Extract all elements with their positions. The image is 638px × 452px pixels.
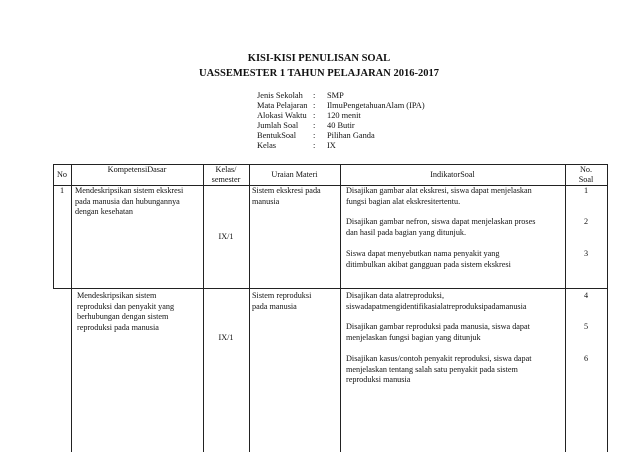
row2-indikator-line: Disajikan gambar reproduksi pada manusia, siswa dapat	[346, 322, 530, 331]
info-key: Alokasi Waktu	[257, 111, 307, 120]
header-uraian-materi: Uraian Materi	[271, 170, 318, 179]
row2-kelas: IX/1	[218, 333, 234, 342]
row1-materi-line: Sistem ekskresi pada	[252, 186, 321, 195]
row1-kompetensi-line: pada manusia dan hubungannya	[75, 196, 180, 206]
row1-soal-number: 2	[583, 217, 589, 226]
header-kompetensi-dasar: KompetensiDasar	[107, 165, 167, 174]
header-kelas-line1: Kelas/	[215, 165, 237, 174]
info-value: 120 menit	[327, 111, 361, 120]
row1-kompetensi-line: Mendeskripsikan sistem ekskresi	[75, 186, 184, 195]
row1-kelas: IX/1	[218, 232, 234, 241]
column-divider	[71, 164, 72, 452]
row1-indikator-line: Disajikan gambar nefron, siswa dapat menjelaskan proses	[346, 217, 536, 226]
row1-indikator-line: Siswa dapat menyebutkan nama penyakit yang	[346, 249, 500, 258]
column-divider	[249, 164, 250, 452]
row1-no: 1	[59, 186, 65, 195]
header-no-soal-line1: No.	[579, 165, 593, 174]
row2-kompetensi-line: berhubungan dengan sistem	[77, 312, 169, 322]
row2-kompetensi-line: Mendeskripsikan sistem	[77, 291, 157, 300]
column-divider	[203, 164, 204, 452]
info-separator: :	[313, 91, 316, 100]
info-separator: :	[313, 141, 316, 150]
column-divider	[340, 164, 341, 452]
info-value: 40 Butir	[327, 121, 355, 130]
table-border-left	[53, 164, 54, 288]
info-separator: :	[313, 121, 316, 130]
info-separator: :	[313, 101, 316, 110]
row1-kompetensi-line: dengan kesehatan	[75, 207, 133, 217]
row2-materi-line: Sistem reproduksi	[252, 291, 312, 300]
info-key: Mata Pelajaran	[257, 101, 308, 110]
header-indikator-soal: IndikatorSoal	[430, 170, 475, 179]
row2-indikator-line: menjelaskan fungsi bagian yang ditunjuk	[346, 332, 481, 342]
info-key: Kelas	[257, 141, 277, 150]
row1-soal-number: 3	[583, 249, 589, 258]
row2-soal-number: 4	[583, 291, 589, 300]
row2-soal-number: 6	[583, 354, 589, 363]
row2-indikator-line: reproduksi manusia	[346, 375, 411, 385]
row2-kompetensi-line: reproduksi dan penyakit yang	[77, 301, 175, 311]
info-value: IX	[327, 141, 336, 150]
row1-indikator-line: fungsi bagian alat ekskresitertentu.	[346, 196, 461, 206]
info-separator: :	[313, 131, 316, 140]
info-value: IlmuPengetahuanAlam (IPA)	[327, 101, 425, 110]
document-title: KISI-KISI PENULISAN SOAL	[247, 53, 391, 64]
row2-indikator-line: Disajikan kasus/contoh penyakit reproduksi, siswa dapat	[346, 354, 532, 363]
info-value: SMP	[327, 91, 344, 100]
row1-indikator-line: ditimbulkan akibat gangguan pada sistem ekskresi	[346, 259, 511, 269]
row2-indikator-line: Disajikan data alatreproduksi,	[346, 291, 444, 300]
row2-soal-number: 5	[583, 322, 589, 331]
row1-indikator-line: dan hasil pada bagian yang ditunjuk.	[346, 227, 467, 237]
info-separator: :	[313, 111, 316, 120]
column-divider	[565, 164, 566, 452]
header-kelas-line2: semester	[211, 175, 241, 184]
header-no-soal-line2: Soal	[578, 175, 594, 184]
table-border-right	[607, 164, 608, 452]
info-key: BentukSoal	[257, 131, 297, 140]
row2-materi-line: pada manusia	[252, 301, 297, 311]
row2-indikator-line: siswadapatmengidentifikasialatreproduksipadamanusia	[346, 301, 527, 311]
header-no: No	[56, 170, 67, 179]
row1-materi-line: manusia	[252, 196, 280, 206]
info-value: Pilihan Ganda	[327, 131, 375, 140]
row1-soal-number: 1	[583, 186, 589, 195]
row1-indikator-line: Disajikan gambar alat ekskresi, siswa dapat menjelaskan	[346, 186, 532, 195]
row2-kompetensi-line: reproduksi pada manusia	[77, 322, 159, 332]
row2-indikator-line: menjelaskan tentang salah satu penyakit pada sistem	[346, 364, 518, 374]
info-key: Jumlah Soal	[257, 121, 299, 130]
document-subtitle: UASSEMESTER 1 TAHUN PELAJARAN 2016-2017	[199, 68, 439, 79]
table-row-divider	[53, 288, 607, 289]
info-key: Jenis Sekolah	[257, 91, 303, 100]
